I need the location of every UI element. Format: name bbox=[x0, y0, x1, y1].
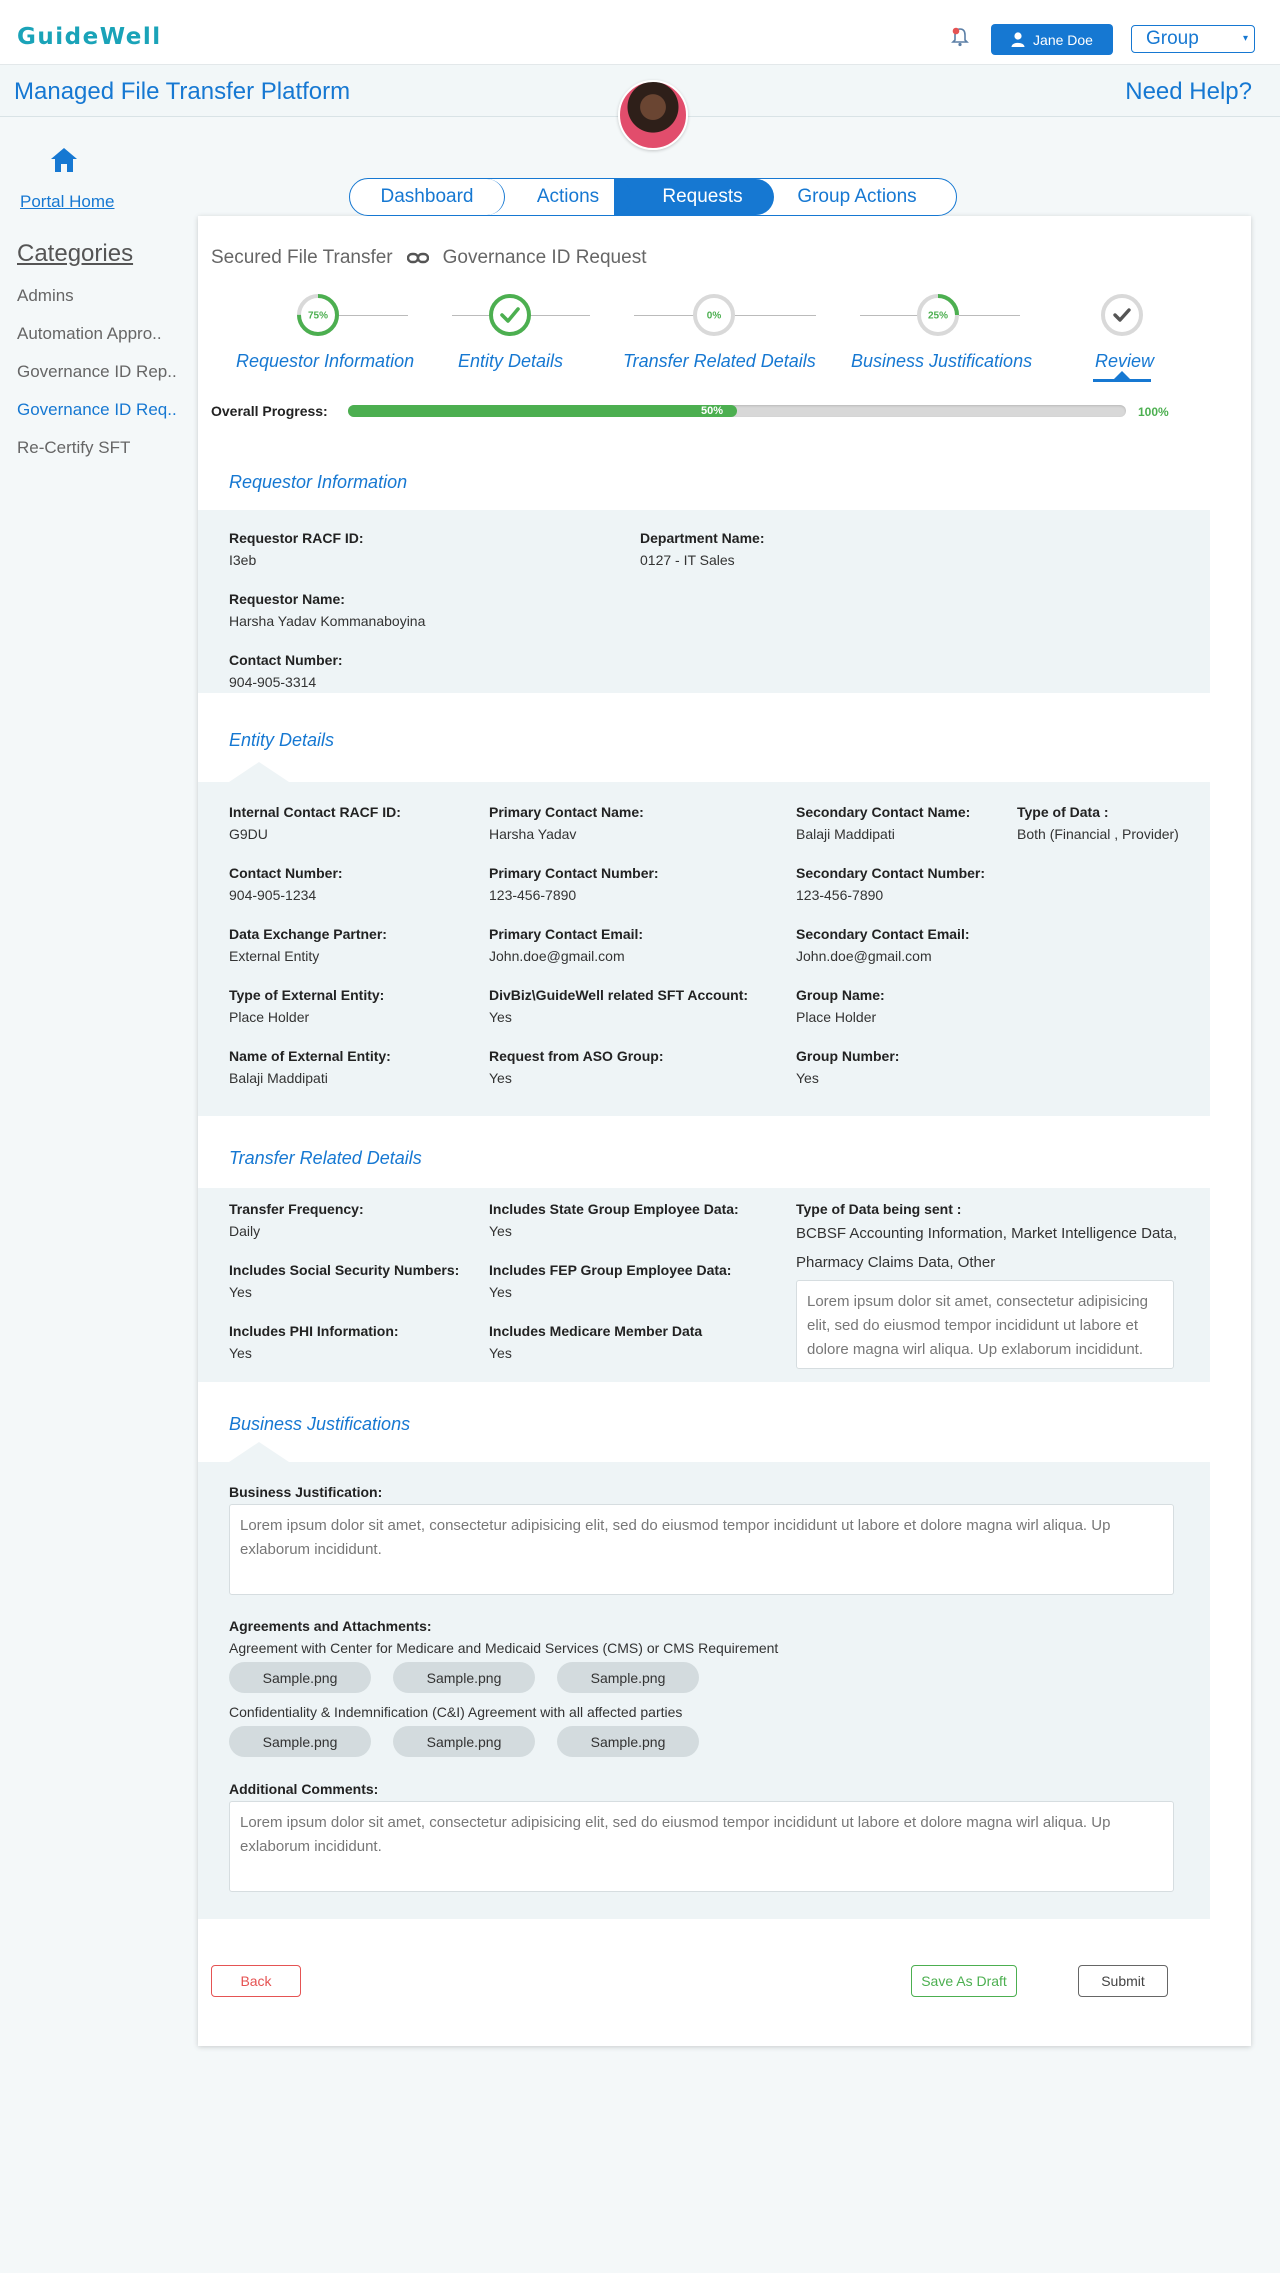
ci-agreement-label: Confidentiality & Indemnification (C&I) Agreement with all affected parties bbox=[229, 1704, 683, 1720]
attachment-chip[interactable]: Sample.png bbox=[393, 1726, 535, 1757]
field-label: Name of External Entity: bbox=[229, 1048, 391, 1064]
contact-number-field bbox=[229, 652, 343, 690]
user-menu-button[interactable] bbox=[991, 24, 1113, 55]
field-label: Primary Contact Email: bbox=[489, 926, 644, 942]
chevron-down-icon: ▾ bbox=[1242, 33, 1248, 44]
top-bar bbox=[0, 0, 1280, 65]
entity-section-title: Entity Details bbox=[229, 730, 335, 750]
step-1-percent: 75% bbox=[307, 310, 329, 322]
field-label: Requestor RACF ID: bbox=[229, 530, 364, 546]
attachment-chip[interactable]: Sample.png bbox=[393, 1662, 535, 1693]
step-1-progress-ring[interactable] bbox=[296, 293, 340, 337]
field-value: 123-456-7890 bbox=[796, 887, 884, 903]
field-value: Yes bbox=[489, 1009, 512, 1025]
requestor-name-field bbox=[229, 591, 425, 629]
entity-panel bbox=[198, 782, 1210, 1116]
tab-dashboard[interactable]: Dashboard bbox=[350, 179, 505, 215]
field-value: Place Holder bbox=[796, 1009, 877, 1025]
business-justification-textarea[interactable]: Lorem ipsum dolor sit amet, consectetur adipisicing elit, sed do eiusmod tempor incididunt ut labore et dolore magna wirl aliqua. Up exlaborum incididunt. bbox=[229, 1504, 1174, 1595]
entity-field bbox=[796, 1048, 899, 1086]
field-label: Includes State Group Employee Data: bbox=[489, 1201, 739, 1217]
field-label: Contact Number: bbox=[229, 865, 343, 881]
request-card bbox=[198, 216, 1251, 2046]
overall-progress-label: Overall Progress: bbox=[211, 403, 328, 419]
step-3-progress-ring[interactable] bbox=[692, 293, 736, 337]
transfer-field bbox=[229, 1262, 459, 1300]
section-pointer bbox=[229, 762, 289, 782]
field-value: 123-456-7890 bbox=[489, 887, 577, 903]
step-4-progress-ring[interactable] bbox=[916, 293, 960, 337]
field-label: Department Name: bbox=[640, 530, 765, 546]
field-label: Includes Medicare Member Data bbox=[489, 1323, 703, 1339]
entity-field bbox=[489, 804, 644, 842]
field-label: Group Name: bbox=[796, 987, 885, 1003]
step-5-progress-ring[interactable] bbox=[1100, 293, 1144, 337]
step-2-label[interactable]: Entity Details bbox=[458, 351, 564, 371]
field-value: Daily bbox=[229, 1223, 261, 1239]
entity-field bbox=[229, 1048, 391, 1086]
step-1-label[interactable]: Requestor Information bbox=[236, 351, 415, 371]
field-label: Transfer Frequency: bbox=[229, 1201, 364, 1217]
avatar[interactable] bbox=[618, 80, 688, 150]
group-select[interactable] bbox=[1131, 25, 1255, 53]
business-section-title: Business Justifications bbox=[229, 1414, 411, 1434]
field-value: Harsha Yadav bbox=[489, 826, 577, 842]
field-value: Harsha Yadav Kommanaboyina bbox=[229, 613, 426, 629]
field-label: Includes FEP Group Employee Data: bbox=[489, 1262, 732, 1278]
overall-progress-max: 100% bbox=[1138, 405, 1169, 419]
main-tabs bbox=[349, 178, 957, 216]
attachment-chip[interactable]: Sample.png bbox=[229, 1726, 371, 1757]
sidebar-item-recertify-sft[interactable]: Re-Certify SFT bbox=[17, 438, 131, 457]
save-draft-button[interactable]: Save As Draft bbox=[911, 1965, 1017, 1997]
step-2-progress-ring[interactable] bbox=[488, 293, 532, 337]
entity-field bbox=[1017, 804, 1179, 842]
attachment-chip[interactable]: Sample.png bbox=[229, 1662, 371, 1693]
transfer-field bbox=[229, 1323, 399, 1361]
overall-progress-bar bbox=[348, 405, 1126, 417]
field-label: Primary Contact Name: bbox=[489, 804, 644, 820]
transfer-panel bbox=[198, 1188, 1210, 1382]
field-label: Includes Social Security Numbers: bbox=[229, 1262, 460, 1278]
additional-comments-textarea[interactable]: Lorem ipsum dolor sit amet, consectetur adipisicing elit, sed do eiusmod tempor incididunt ut labore et dolore magna wirl aliqua. Up exlaborum incididunt. bbox=[229, 1801, 1174, 1892]
field-label: Primary Contact Number: bbox=[489, 865, 659, 881]
field-value: Balaji Maddipati bbox=[229, 1070, 328, 1086]
breadcrumb-current: Governance ID Request bbox=[442, 247, 647, 268]
field-label: Internal Contact RACF ID: bbox=[229, 804, 401, 820]
entity-field bbox=[229, 926, 387, 964]
tab-actions[interactable]: Actions bbox=[487, 179, 632, 215]
field-label: Type of Data : bbox=[1017, 804, 1109, 820]
home-icon[interactable] bbox=[50, 146, 78, 174]
field-value: John.doe@gmail.com bbox=[489, 948, 625, 964]
field-value: 0127 - IT Sales bbox=[640, 552, 735, 568]
entity-field bbox=[229, 987, 384, 1025]
sidebar-item-governance-id-report[interactable]: Governance ID Rep.. bbox=[17, 362, 177, 381]
field-value: Yes bbox=[489, 1284, 512, 1300]
section-pointer bbox=[229, 1442, 289, 1462]
transfer-field bbox=[229, 1201, 364, 1239]
entity-field bbox=[796, 865, 985, 903]
field-value: External Entity bbox=[229, 948, 320, 964]
field-label: Requestor Name: bbox=[229, 591, 345, 607]
agreements-label: Agreements and Attachments: bbox=[229, 1618, 432, 1634]
tab-requests[interactable]: Requests bbox=[614, 179, 774, 215]
step-3-label[interactable]: Transfer Related Details bbox=[623, 351, 816, 371]
field-value: BCBSF Accounting Information, Market Intelligence Data, Pharmacy Claims Data, Other bbox=[796, 1225, 1178, 1271]
field-label: Secondary Contact Name: bbox=[796, 804, 971, 820]
app-title: Managed File Transfer Platform bbox=[14, 78, 351, 105]
field-label: Request from ASO Group: bbox=[489, 1048, 664, 1064]
field-value: Yes bbox=[229, 1345, 252, 1361]
attachment-chip[interactable]: Sample.png bbox=[557, 1662, 699, 1693]
field-value: Both (Financial , Provider) bbox=[1017, 826, 1179, 842]
field-label: Includes PHI Information: bbox=[229, 1323, 399, 1339]
sidebar-item-automation-approval[interactable]: Automation Appro.. bbox=[17, 324, 162, 343]
field-value: 904-905-3314 bbox=[229, 674, 317, 690]
step-3-percent: 0% bbox=[706, 310, 722, 322]
entity-field bbox=[796, 804, 970, 842]
field-value: Place Holder bbox=[229, 1009, 310, 1025]
step-5-label[interactable]: Review bbox=[1095, 351, 1155, 371]
user-name: Jane Doe bbox=[1033, 31, 1093, 48]
field-value: Yes bbox=[229, 1284, 252, 1300]
field-value: Balaji Maddipati bbox=[796, 826, 895, 842]
breadcrumb bbox=[211, 247, 646, 269]
requestor-section-title: Requestor Information bbox=[229, 472, 408, 492]
sidebar-item-governance-id-request[interactable]: Governance ID Req.. bbox=[17, 400, 177, 419]
field-value: Yes bbox=[489, 1070, 512, 1086]
sidebar-item-admins[interactable]: Admins bbox=[17, 286, 74, 305]
submit-button[interactable]: Submit bbox=[1078, 1965, 1168, 1997]
requestor-panel bbox=[198, 510, 1210, 693]
field-label: Type of External Entity: bbox=[229, 987, 385, 1003]
cms-agreement-label: Agreement with Center for Medicare and Medicaid Services (CMS) or CMS Requirement bbox=[229, 1640, 779, 1656]
attachment-chip[interactable]: Sample.png bbox=[557, 1726, 699, 1757]
field-label: Data Exchange Partner: bbox=[229, 926, 387, 942]
field-value: 904-905-1234 bbox=[229, 887, 317, 903]
active-step-underline bbox=[1093, 379, 1151, 382]
field-value: John.doe@gmail.com bbox=[796, 948, 932, 964]
entity-field bbox=[229, 865, 343, 903]
transfer-section-title: Transfer Related Details bbox=[229, 1148, 422, 1168]
entity-field bbox=[489, 987, 748, 1025]
group-select-value: Group bbox=[1146, 28, 1199, 49]
field-value: G9DU bbox=[229, 826, 268, 842]
data-sent-field bbox=[796, 1201, 1186, 1277]
field-label: Secondary Contact Email: bbox=[796, 926, 970, 942]
transfer-field bbox=[489, 1262, 731, 1300]
field-label: DivBiz\GuideWell related SFT Account: bbox=[489, 987, 749, 1003]
department-name-field bbox=[640, 530, 764, 568]
breadcrumb-parent[interactable]: Secured File Transfer bbox=[211, 247, 393, 268]
need-help-link[interactable]: Need Help? bbox=[1125, 78, 1252, 105]
user-icon bbox=[1011, 32, 1025, 47]
field-label: Contact Number: bbox=[229, 652, 343, 668]
field-value: Yes bbox=[489, 1223, 512, 1239]
field-label: Secondary Contact Number: bbox=[796, 865, 986, 881]
categories-heading: Categories bbox=[17, 240, 134, 267]
tab-group-actions[interactable]: Group Actions bbox=[797, 186, 917, 207]
entity-field bbox=[489, 1048, 664, 1086]
entity-field bbox=[796, 987, 885, 1025]
field-label: Type of Data being sent : bbox=[796, 1201, 962, 1217]
guidewell-logo[interactable]: GuideWell bbox=[17, 24, 162, 50]
portal-home-link[interactable]: Portal Home bbox=[20, 192, 115, 211]
overall-progress-fill bbox=[348, 405, 737, 417]
field-label: Group Number: bbox=[796, 1048, 900, 1064]
entity-field bbox=[489, 926, 643, 964]
link-icon bbox=[407, 251, 429, 265]
field-value: Yes bbox=[796, 1070, 819, 1086]
business-panel bbox=[198, 1462, 1210, 1919]
other-data-textarea[interactable]: Lorem ipsum dolor sit amet, consectetur adipisicing elit, sed do eiusmod tempor incididunt ut labore et dolore magna wirl aliqua. Up exlaborum incididunt. bbox=[796, 1280, 1174, 1369]
entity-field bbox=[489, 865, 659, 903]
transfer-field bbox=[489, 1201, 739, 1239]
entity-field bbox=[796, 926, 970, 964]
field-value: I3eb bbox=[229, 552, 257, 568]
overall-progress-value: 50% bbox=[701, 405, 724, 417]
transfer-field bbox=[489, 1323, 702, 1361]
back-button[interactable]: Back bbox=[211, 1965, 301, 1997]
step-4-label[interactable]: Business Justifications bbox=[851, 351, 1033, 371]
requestor-racf-field bbox=[229, 530, 364, 568]
additional-comments-label: Additional Comments: bbox=[229, 1781, 379, 1797]
bell-icon[interactable] bbox=[949, 26, 971, 48]
field-value: Yes bbox=[489, 1345, 512, 1361]
business-justification-label: Business Justification: bbox=[229, 1484, 383, 1500]
step-4-percent: 25% bbox=[927, 310, 949, 322]
entity-field bbox=[229, 804, 401, 842]
